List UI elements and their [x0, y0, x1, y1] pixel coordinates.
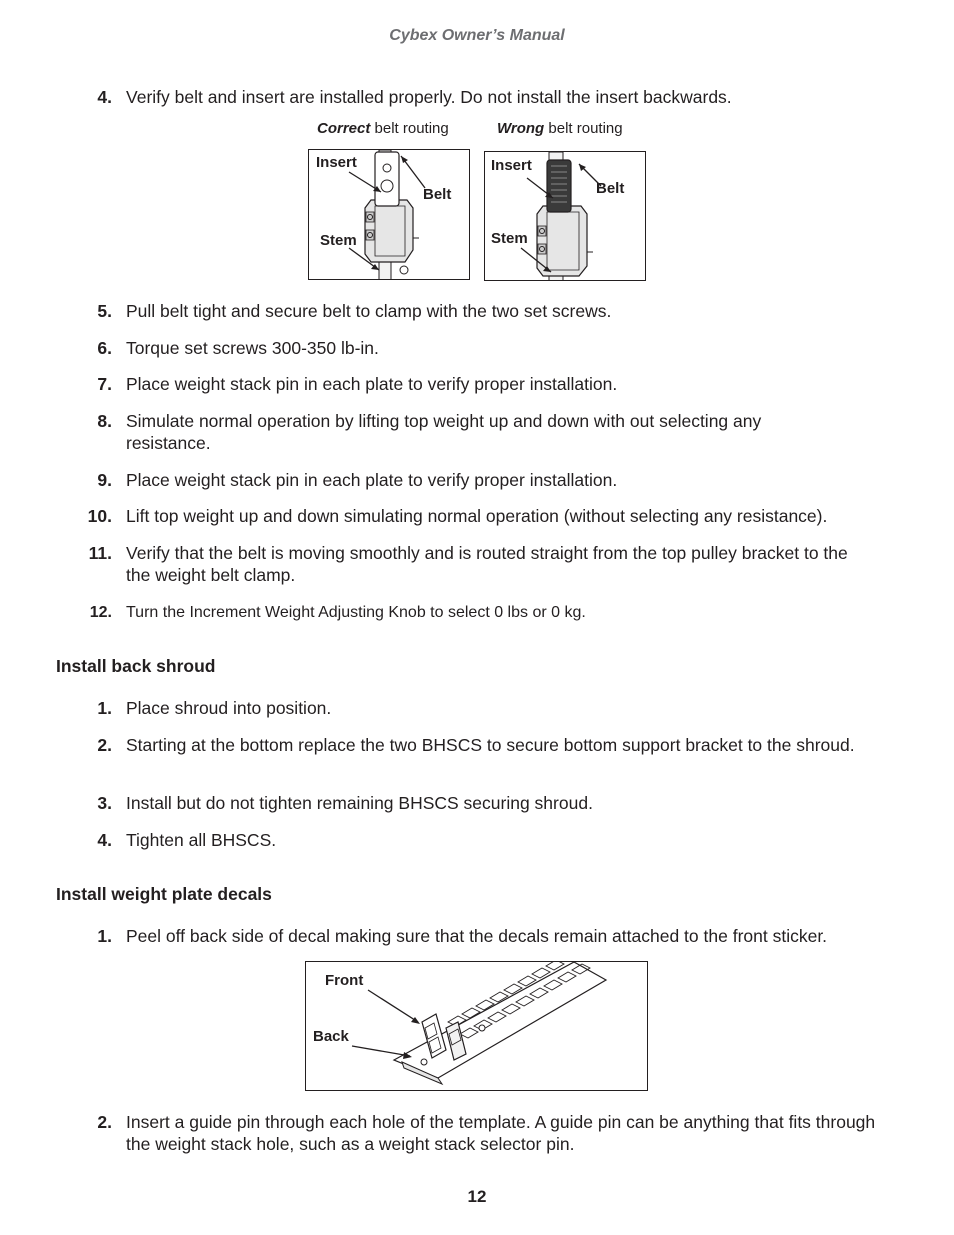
step-number: 2.	[97, 735, 112, 755]
step-text: Simulate normal operation by lifting top weight up and down with out selecting any resistance.	[126, 411, 762, 453]
step-number: 11.	[88, 543, 112, 563]
step-text: Starting at the bottom replace the two BHSCS to secure bottom support bracket to the shroud.	[126, 735, 855, 755]
step-number: 2.	[97, 1112, 112, 1132]
step-number: 12.	[89, 604, 112, 621]
step-text: Peel off back side of decal making sure that the decals remain attached to the front sticker.	[126, 926, 828, 946]
page-number: 12	[467, 1187, 487, 1206]
decal-section-heading: Install weight plate decals	[56, 884, 272, 904]
stem-label: Stem	[491, 230, 528, 247]
belt-label: Belt	[423, 186, 452, 203]
step-number: 6.	[97, 338, 112, 358]
step-text: Place weight stack pin in each plate to verify proper installation.	[126, 470, 618, 490]
step-number: 1.	[97, 926, 112, 946]
step-number: 5.	[97, 301, 112, 321]
step-text: Verify that the belt is moving smoothly and is routed straight from the top pulley bracket to the the weight belt clamp.	[126, 543, 848, 585]
step-number: 1.	[97, 698, 112, 718]
correct-routing-figure	[308, 149, 470, 280]
step-text: Lift top weight up and down simulating normal operation (without selecting any resistance).	[126, 506, 828, 526]
step-number: 10.	[87, 506, 112, 526]
step-text: Tighten all BHSCS.	[126, 830, 277, 850]
insert-label: Insert	[491, 157, 532, 174]
step-text: Insert a guide pin through each hole of the template. A guide pin can be anything that fits through the weight stack hole, such as a weight stack selector pin.	[126, 1112, 876, 1154]
step-number: 9.	[97, 470, 112, 490]
step-text: Place shroud into position.	[126, 698, 332, 718]
shroud-section-heading: Install back shroud	[56, 656, 216, 676]
step-text: Turn the Increment Weight Adjusting Knob to select 0 lbs or 0 kg.	[126, 604, 586, 621]
step-number: 7.	[97, 374, 112, 394]
step-number: 4.	[97, 87, 112, 107]
step-number: 4.	[97, 830, 112, 850]
decal-figure	[305, 961, 648, 1091]
correct-routing-caption: Correct belt routing	[317, 120, 449, 137]
step-text: Pull belt tight and secure belt to clamp with the two set screws.	[126, 301, 612, 321]
step-text: Install but do not tighten remaining BHSCS securing shroud.	[126, 793, 593, 813]
step-text: Verify belt and insert are installed properly. Do not install the insert backwards.	[126, 87, 732, 107]
wrong-routing-caption: Wrong belt routing	[497, 120, 623, 137]
wrong-routing-figure	[484, 151, 646, 281]
back-label: Back	[313, 1028, 349, 1045]
step-text: Torque set screws 300-350 lb-in.	[126, 338, 379, 358]
step-number: 3.	[97, 793, 112, 813]
step-text: Place weight stack pin in each plate to verify proper installation.	[126, 374, 618, 394]
step-number: 8.	[97, 411, 112, 431]
running-header: Cybex Owner’s Manual	[389, 27, 565, 44]
stem-label: Stem	[320, 232, 357, 249]
front-label: Front	[325, 972, 364, 989]
insert-label: Insert	[316, 154, 357, 171]
belt-label: Belt	[596, 180, 625, 197]
